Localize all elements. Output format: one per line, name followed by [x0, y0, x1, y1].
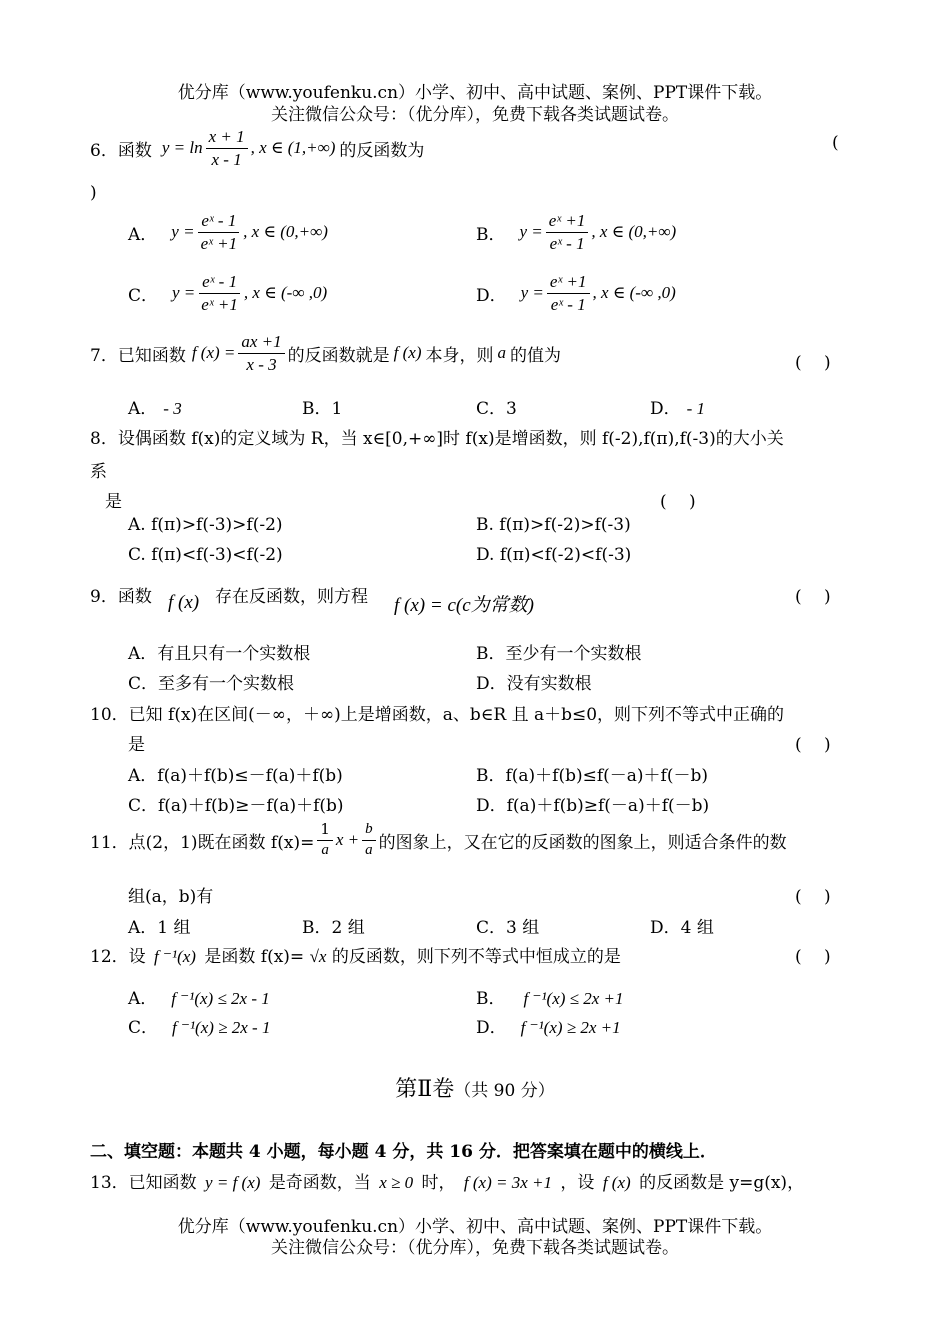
- q12-sqrt: √x: [309, 947, 327, 966]
- q11-frac1-num: 1: [317, 822, 333, 841]
- q6-denominator: x - 1: [211, 149, 242, 169]
- q7-mid: 的反函数就是: [287, 345, 390, 366]
- q6-option-b-den: eˣ - 1: [549, 233, 585, 253]
- q6-y: y = ln: [161, 138, 203, 158]
- q6-option-c-num: eˣ - 1: [199, 273, 240, 294]
- q7-option-c: C．3: [476, 399, 517, 419]
- q7-option-a-value: - 3: [163, 399, 182, 418]
- q6-option-a: [128, 212, 328, 253]
- q12-option-b-expr: f ⁻¹(x) ≤ 2x +1: [523, 989, 624, 1008]
- q9-option-c: C．至多有一个实数根: [128, 674, 295, 694]
- q9-equation: f (x) = c(c为常数): [394, 595, 534, 616]
- q6-option-a-label: A．: [128, 224, 158, 245]
- q7-option-a-label: A．: [128, 399, 158, 419]
- q12-option-d-expr: f ⁻¹(x) ≥ 2x +1: [520, 1018, 621, 1037]
- part-2-title-sub: （共 90 分）: [454, 1081, 555, 1101]
- q10-line-1: 10．已知 f(x)在区间(－∞，＋∞)上是增函数，a、b∈R 且 a＋b≤0，则下列不等式中正确的: [90, 705, 785, 725]
- q12-option-c: [128, 1013, 270, 1038]
- q12-option-d-label: D．: [476, 1018, 507, 1038]
- q6-option-d-num: eˣ +1: [547, 273, 590, 294]
- q11-x: x +: [335, 830, 360, 850]
- q7-a: a: [497, 343, 507, 363]
- footer-line-1: 优分库（www.youfenku.cn）小学、初中、高中试题、案例、PPT课件下载。: [177, 1217, 773, 1237]
- q13-mid-1: 是奇函数，当: [268, 1173, 371, 1193]
- q8-option-a: A. f(π)>f(-3)>f(-2): [128, 515, 283, 535]
- q6-option-a-y: y =: [171, 222, 195, 242]
- q11-option-a: A．1 组: [128, 918, 191, 938]
- q7-option-b: B．1: [302, 399, 343, 419]
- q7-option-a: [128, 394, 182, 419]
- q11-line-2: 组(a，b)有: [128, 887, 214, 907]
- q8-answer-paren: ( ): [660, 492, 696, 512]
- q7-tail: 本身，则: [425, 345, 494, 366]
- footer-line-2: 关注微信公众号：（优分库），免费下载各类试题试卷。: [271, 1238, 679, 1258]
- part-2-title-main: 第Ⅱ卷: [395, 1077, 455, 1102]
- q7-answer-paren: ( ): [795, 353, 831, 373]
- q6-option-b-num: eˣ +1: [546, 212, 589, 233]
- q6-option-a-den: eˣ +1: [200, 233, 238, 253]
- q12-option-c-expr: f ⁻¹(x) ≥ 2x - 1: [172, 1018, 271, 1037]
- q9-option-d: D．没有实数根: [476, 674, 592, 694]
- q9-option-b: B．至少有一个实数根: [476, 644, 642, 664]
- q12-option-b: [476, 984, 624, 1009]
- q8-line-2: 系: [90, 462, 107, 482]
- q8-option-c: C. f(π)<f(-3)<f(-2): [128, 545, 283, 565]
- question-11: [90, 822, 787, 859]
- question-6: [90, 128, 424, 169]
- q6-numerator: x + 1: [206, 128, 248, 149]
- q6-option-b-y: y =: [519, 222, 543, 242]
- q11-option-d: D．4 组: [650, 918, 714, 938]
- q6-paren-open: (: [832, 133, 839, 153]
- q6-option-c-domain: , x ∈ (-∞ ,0): [243, 283, 328, 303]
- header-line-2: 关注微信公众号：（优分库），免费下载各类试题试卷。: [271, 105, 679, 125]
- q9-mid: 存在反函数，则方程: [215, 587, 368, 607]
- q12-option-a: [128, 984, 270, 1009]
- q7-numerator: ax +1: [238, 333, 284, 354]
- q7-option-d: [650, 394, 705, 419]
- q7-denominator: x - 3: [246, 354, 277, 374]
- q11-frac2-num: b: [362, 822, 376, 841]
- question-12: [90, 942, 621, 967]
- q10-option-b: B．f(a)＋f(b)≤f(－a)＋f(－b): [476, 766, 708, 786]
- q13-expr-4: f (x): [602, 1173, 631, 1192]
- q10-option-c: C．f(a)＋f(b)≥－f(a)＋f(b): [128, 796, 344, 816]
- q13-expr-1: y = f (x): [205, 1173, 261, 1192]
- q6-option-a-domain: , x ∈ (0,+∞): [243, 222, 328, 242]
- q8-line-1: 8．设偶函数 f(x)的定义域为 R，当 x∈[0,+∞]时 f(x)是增函数，则 f(-2),f(π),f(-3)的大小关: [90, 429, 784, 449]
- header-line-1: 优分库（www.youfenku.cn）小学、初中、高中试题、案例、PPT课件下载。: [177, 83, 773, 103]
- q11-answer-paren: ( ): [795, 887, 831, 907]
- q13-tail: 的反函数是 y=g(x)，: [639, 1173, 805, 1193]
- q6-option-b-domain: , x ∈ (0,+∞): [591, 222, 677, 242]
- q7-number: 7．已知函数: [90, 345, 186, 366]
- q12-option-a-expr: f ⁻¹(x) ≤ 2x - 1: [171, 989, 270, 1008]
- q6-option-d-domain: , x ∈ (-∞ ,0): [592, 283, 676, 303]
- q8-option-d: D. f(π)<f(-2)<f(-3): [476, 545, 632, 565]
- q12-option-c-label: C．: [128, 1018, 159, 1038]
- q11-frac2-den: a: [365, 841, 373, 858]
- q6-option-a-num: eˣ - 1: [198, 212, 239, 233]
- q13-expr-2: x ≥ 0: [379, 1173, 414, 1192]
- q12-option-b-label: B．: [476, 989, 506, 1009]
- section-2-heading: 二、填空题：本题共 4 小题，每小题 4 分，共 16 分．把答案填在题中的横线上．: [90, 1142, 717, 1162]
- q11-frac1-den: a: [321, 841, 329, 858]
- q6-option-c: [128, 273, 327, 314]
- q7-option-d-value: - 1: [686, 399, 706, 418]
- q12-option-d: [476, 1013, 621, 1038]
- part-2-title: [0, 1072, 950, 1103]
- q7-tail2: 的值为: [510, 345, 562, 366]
- q10-line-2: 是: [128, 735, 145, 755]
- q6-option-d-label: D．: [476, 285, 507, 306]
- q7-f: f (x) =: [191, 343, 236, 363]
- q8-line-3: 是: [105, 492, 122, 512]
- q9-option-a: A．有且只有一个实数根: [128, 644, 311, 664]
- q12-mid: 是函数 f(x)=: [204, 947, 305, 967]
- q6-option-c-den: eˣ +1: [201, 294, 238, 314]
- q6-number: 6．函数: [90, 140, 152, 161]
- q11-tail: 的图象上，又在它的反函数的图象上，则适合条件的数: [378, 832, 787, 853]
- q6-option-b: [476, 212, 676, 253]
- q9-number: 9．函数: [90, 587, 152, 607]
- q10-option-a: A．f(a)＋f(b)≤－f(a)＋f(b): [128, 766, 343, 786]
- q6-fraction: [206, 128, 248, 169]
- q7-option-d-label: D．: [650, 399, 681, 419]
- question-7: [90, 333, 561, 374]
- q6-option-d-y: y =: [520, 283, 544, 303]
- q12-option-a-label: A．: [128, 989, 158, 1009]
- q6-domain: , x ∈ (1,+∞): [250, 138, 336, 158]
- q6-option-d: [476, 273, 676, 314]
- q6-option-c-label: C．: [128, 285, 159, 306]
- q11-option-c: C．3 组: [476, 918, 540, 938]
- q13-pre: 13．已知函数: [90, 1173, 197, 1193]
- q6-option-d-den: eˣ - 1: [550, 294, 586, 314]
- q13-expr-3: f (x) = 3x +1: [463, 1173, 553, 1192]
- q11-option-b: B．2 组: [302, 918, 365, 938]
- q12-answer-paren: ( ): [795, 947, 831, 967]
- q10-option-d: D．f(a)＋f(b)≥f(－a)＋f(－b): [476, 796, 710, 816]
- q13-mid-2: 时，: [421, 1173, 456, 1193]
- question-13: [90, 1168, 804, 1193]
- q6-paren-close: ): [90, 183, 97, 203]
- q9-f: f (x): [168, 592, 200, 613]
- q12-pre: 12．设: [90, 947, 146, 967]
- q6-tail: 的反函数为: [339, 140, 425, 161]
- q9-answer-paren: ( ): [795, 587, 831, 607]
- q12-tail: 的反函数，则下列不等式中恒成立的是: [331, 947, 621, 967]
- q13-mid-3: ，设: [560, 1173, 595, 1193]
- q10-answer-paren: ( ): [795, 735, 831, 755]
- q12-finv: f ⁻¹(x): [154, 947, 196, 966]
- q6-option-b-label: B．: [476, 224, 506, 245]
- q6-option-c-y: y =: [172, 283, 196, 303]
- q8-option-b: B. f(π)>f(-2)>f(-3): [476, 515, 631, 535]
- q11-pre: 11．点(2，1)既在函数 f(x)=: [90, 832, 315, 853]
- q7-f2: f (x): [393, 343, 422, 363]
